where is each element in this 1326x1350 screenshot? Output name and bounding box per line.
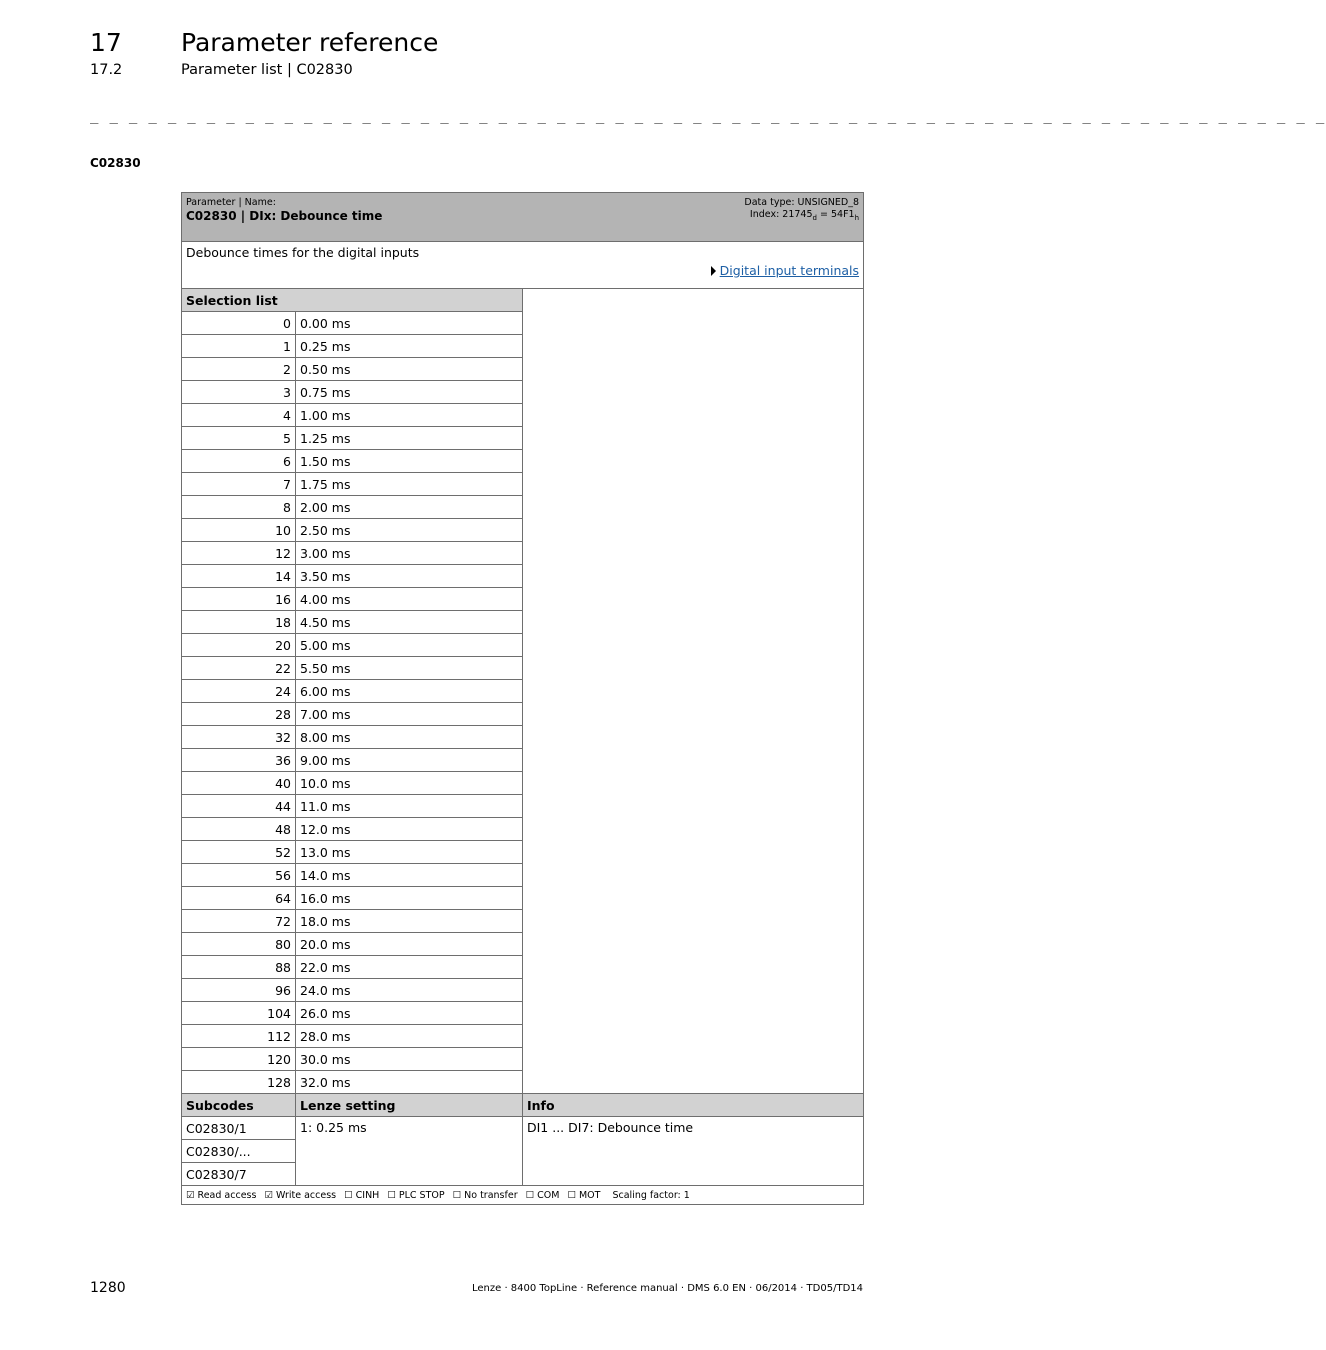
selection-value: 104 [182,1002,296,1025]
selection-value: 36 [182,749,296,772]
selection-list-header: Selection list [182,289,523,312]
selection-label: 11.0 ms [296,795,523,818]
subcode: C02830/1 [182,1117,296,1140]
selection-label: 0.25 ms [296,335,523,358]
mot-flag: ☐ MOT [567,1189,601,1201]
selection-value: 14 [182,565,296,588]
selection-label: 28.0 ms [296,1025,523,1048]
access-flags [182,1186,864,1205]
selection-value: 40 [182,772,296,795]
selection-label: 20.0 ms [296,933,523,956]
read-access-flag: ☑ Read access [186,1189,257,1201]
selection-label: 1.25 ms [296,427,523,450]
selection-value: 44 [182,795,296,818]
subcodes-header: Subcodes [182,1094,296,1117]
parameter-header [182,193,864,242]
selection-value: 72 [182,910,296,933]
selection-value: 52 [182,841,296,864]
parameter-description: Debounce times for the digital inputs [186,245,420,260]
selection-list-blank-area [523,289,864,1094]
selection-label: 22.0 ms [296,956,523,979]
selection-value: 0 [182,312,296,335]
selection-label: 8.00 ms [296,726,523,749]
selection-label: 3.00 ms [296,542,523,565]
selection-label: 5.50 ms [296,657,523,680]
selection-label: 30.0 ms [296,1048,523,1071]
page-number: 1280 [90,1280,126,1296]
selection-label: 1.75 ms [296,473,523,496]
selection-value: 120 [182,1048,296,1071]
selection-value: 20 [182,634,296,657]
selection-label: 5.00 ms [296,634,523,657]
selection-value: 28 [182,703,296,726]
chapter-title: Parameter reference [181,28,439,57]
selection-label: 10.0 ms [296,772,523,795]
selection-label: 3.50 ms [296,565,523,588]
section-number: 17.2 [90,62,123,78]
data-type-info [744,197,859,224]
selection-label: 24.0 ms [296,979,523,1002]
selection-value: 1 [182,335,296,358]
header-separator: _ _ _ _ _ _ _ _ _ _ _ _ _ _ _ _ _ _ _ _ _ _ _ _ _ _ _ _ _ _ _ _ _ _ _ _ _ _ _ _ _ _ _ _ _ _ _ _ _ _ _ _ _ _ _ _ _ _ _ _ _ _ _ _ [90,108,1326,124]
selection-label: 7.00 ms [296,703,523,726]
write-access-flag: ☑ Write access [264,1189,337,1201]
selection-value: 18 [182,611,296,634]
selection-value: 88 [182,956,296,979]
selection-value: 64 [182,887,296,910]
section-title: Parameter list | C02830 [181,62,353,78]
selection-value: 2 [182,358,296,381]
selection-value: 7 [182,473,296,496]
selection-label: 14.0 ms [296,864,523,887]
info-header: Info [523,1094,864,1117]
selection-label: 26.0 ms [296,1002,523,1025]
selection-label: 9.00 ms [296,749,523,772]
selection-value: 6 [182,450,296,473]
com-flag: ☐ COM [525,1189,560,1201]
selection-value: 128 [182,1071,296,1094]
index-info: Index: $21745_d = 54F1_h$ [749,209,860,222]
parameter-name-label: Parameter | Name: [186,197,276,208]
selection-value: 16 [182,588,296,611]
scaling-factor: Scaling factor: 1 [612,1189,690,1201]
no-transfer-flag: ☐ No transfer [452,1189,518,1201]
selection-label: 16.0 ms [296,887,523,910]
parameter-table [181,192,864,1205]
data-type: Data type: UNSIGNED_8 [744,197,860,208]
selection-value: 24 [182,680,296,703]
selection-label: 2.50 ms [296,519,523,542]
selection-label: 1.00 ms [296,404,523,427]
selection-value: 22 [182,657,296,680]
info-value: DI1 ... DI7: Debounce time [523,1117,864,1186]
selection-label: 12.0 ms [296,818,523,841]
selection-label: 0.00 ms [296,312,523,335]
selection-value: 48 [182,818,296,841]
parameter-description-cell [182,242,864,289]
parameter-code-heading: C02830 [90,156,141,170]
selection-label: 0.50 ms [296,358,523,381]
selection-value: 56 [182,864,296,887]
parameter-name: C02830 | DIx: Debounce time [186,209,383,223]
selection-label: 1.50 ms [296,450,523,473]
selection-label: 4.50 ms [296,611,523,634]
selection-label: 0.75 ms [296,381,523,404]
selection-value: 3 [182,381,296,404]
subcode-row [182,1117,864,1140]
selection-value: 80 [182,933,296,956]
selection-label: 6.00 ms [296,680,523,703]
plc-stop-flag: ☐ PLC STOP [387,1189,445,1201]
subcode: C02830/... [182,1140,296,1163]
selection-value: 112 [182,1025,296,1048]
selection-value: 32 [182,726,296,749]
selection-value: 12 [182,542,296,565]
selection-value: 5 [182,427,296,450]
digital-input-terminals-link[interactable]: Digital input terminals [719,263,860,278]
selection-label: 4.00 ms [296,588,523,611]
subcode: C02830/7 [182,1163,296,1186]
selection-label: 18.0 ms [296,910,523,933]
selection-value: 96 [182,979,296,1002]
lenze-setting-header: Lenze setting [296,1094,523,1117]
selection-label: 13.0 ms [296,841,523,864]
selection-label: 2.00 ms [296,496,523,519]
chapter-number: 17 [90,28,122,57]
selection-value: 8 [182,496,296,519]
arrow-right-icon [711,266,716,276]
selection-value: 10 [182,519,296,542]
lenze-setting-value: 1: 0.25 ms [296,1117,523,1186]
cinh-flag: ☐ CINH [344,1189,380,1201]
selection-label: 32.0 ms [296,1071,523,1094]
document-info: Lenze · 8400 TopLine · Reference manual · DMS 6.0 EN · 06/2014 · TD05/TD14 [471,1283,863,1294]
selection-value: 4 [182,404,296,427]
